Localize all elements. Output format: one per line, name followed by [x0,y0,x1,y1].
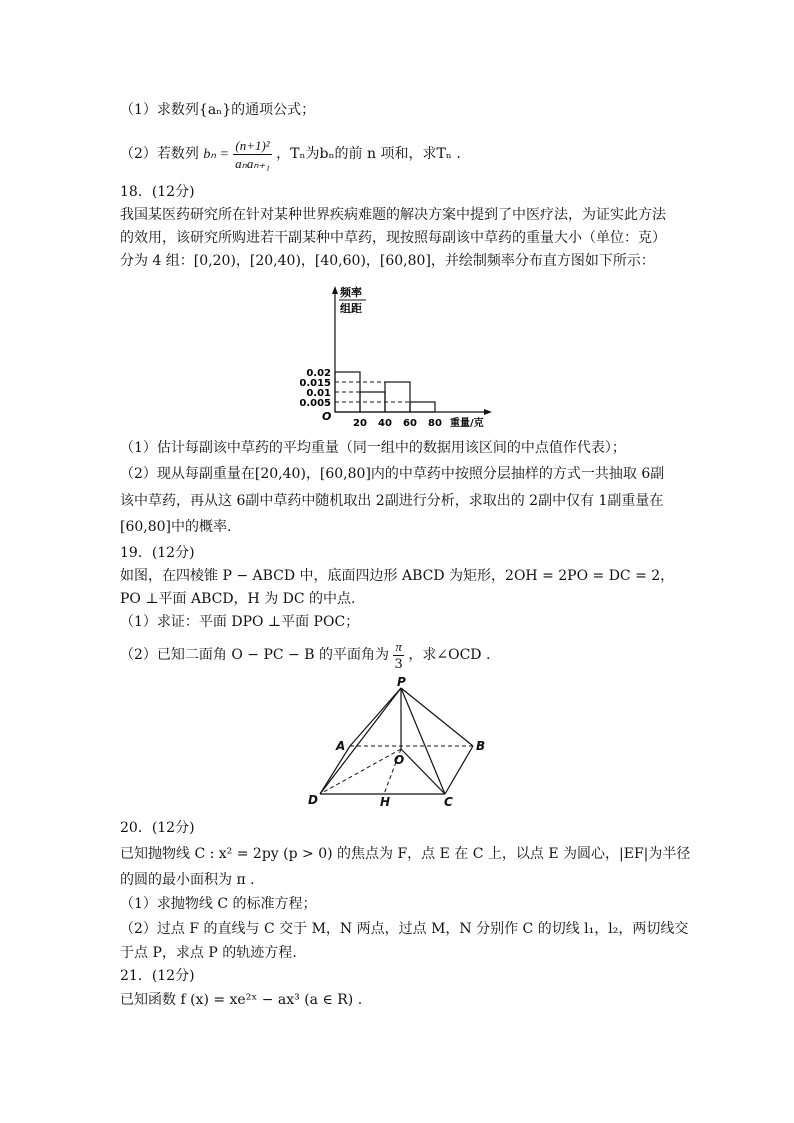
q20-sub2-b: 于点 P，求点 P 的轨迹方程. [120,945,297,961]
q18-sub1: （1）估计每副该中草药的平均重量（同一组中的数据用该区间的中点值作代表）； [120,440,626,456]
label-A: A [336,739,346,753]
q20-text-1: 已知抛物线 C : x² = 2py (p > 0) 的焦点为 F，点 E 在 C 上，以点 E 为圆心，|EF|为半径 [120,846,691,862]
x-axis-label: 重量/克 [450,418,484,429]
q17-part2-suffix: ，Tₙ为bₙ的前 n 项和，求Tₙ . [276,146,461,162]
q19-sub1: （1）求证：平面 DPO ⊥平面 POC； [120,614,360,630]
ylabel-bottom: 组距 [340,302,362,315]
q19-text-1: 如图，在四棱锥 P − ABCD 中，底面四边形 ABCD 为矩形，2OH = 2PO = DC = 2， [120,568,675,584]
q18-sub2-c: [60,80]中的概率. [120,519,232,535]
histogram-bar [410,402,435,412]
y-tick-label: 0.01 [306,388,331,399]
pyramid-figure [300,676,500,814]
q19-sub2-prefix: （2）已知二面角 O − PC − B 的平面角为 [120,647,389,663]
edge-OC [401,749,445,794]
q20-sub2-a: （2）过点 F 的直线与 C 交于 M，N 两点，过点 M，N 分别作 C 的切线 l₁，l₂，两切线交 [120,921,689,937]
label-B: B [476,739,486,753]
q18-sub2-b: 该中草药，再从这 6副中草药中随机取出 2副进行分析，求取出的 2副中仅有 1副重量在 [120,493,664,509]
q17-part1: （1）求数列{aₙ}的通项公式； [120,102,316,118]
q21-header: 21．(12分) [120,968,195,984]
q17-part2 [120,134,461,175]
x-tick-label: 60 [403,418,417,429]
q19-fraction [393,638,404,673]
q18-sub2-a: （2）现从每副重量在[20,40)，[60,80]内的中草药中按照分层抽样的方式一共抽取 6副 [120,466,665,482]
q18-text-1: 我国某医药研究所在针对某种世界疾病难题的解决方案中提到了中医疗法，为证实此方法 [120,207,666,223]
q18-header: 18．(12分) [120,184,195,200]
q17-frac-denominator: aₙaₙ₊₁ [235,155,270,171]
q19-frac-numerator: π [395,638,402,654]
y-axis-arrow [332,286,338,294]
label-D: D [308,793,318,807]
edge-AD [320,746,350,794]
label-O: O [394,753,405,767]
q19-text-2: PO ⊥平面 ABCD，H 为 DC 的中点. [120,591,356,607]
q18-text-3: 分为 4 组：[0,20)，[20,40)，[40,60)，[60,80]，并绘制频率分布直方图如下所示： [120,253,655,269]
y-tick-label: 0.005 [300,398,331,409]
edge-PC [401,688,445,794]
edge-PB [401,688,473,746]
q19-sub2-suffix: ，求∠OCD . [408,647,491,663]
origin-label: O [322,410,332,423]
x-tick-label: 80 [428,418,442,429]
y-tick-label: 0.015 [300,378,331,389]
hidden-OD [320,749,401,794]
histogram [300,284,500,432]
edge-PD [320,688,401,794]
q19-frac-denominator: 3 [394,656,403,672]
x-tick-label: 20 [353,418,367,429]
label-P: P [397,676,406,689]
q21-text-1: 已知函数 f (x) = xe²ˣ − ax³ (a ∈ R) . [120,992,363,1008]
edge-PA [350,688,401,746]
histogram-bar [385,382,410,412]
q19-header: 19．(12分) [120,545,195,561]
label-C: C [444,795,453,809]
q20-text-2: 的圆的最小面积为 π . [120,872,255,888]
x-tick-label: 40 [378,418,392,429]
q17-part2-prefix: （2）若数列 [120,146,199,162]
pyramid-svg [300,676,500,814]
histogram-svg [300,284,500,432]
y-tick-label: 0.02 [306,368,331,379]
q17-fraction [233,137,271,172]
q17-frac-numerator: (n+1)² [235,137,270,153]
q18-text-2: 的效用，该研究所购进若干副某种中草药，现按照每副该中草药的重量大小（单位：克） [120,230,666,246]
q20-header: 20．(12分) [120,820,195,836]
ylabel-top: 频率 [340,286,362,299]
x-axis-arrow [484,409,492,415]
label-H: H [380,795,391,809]
q20-sub1: （1）求抛物线 C 的标准方程； [120,896,317,912]
q19-sub2 [120,636,490,674]
q17-b-n: bₙ = [203,147,229,162]
edge-CB [445,746,473,794]
